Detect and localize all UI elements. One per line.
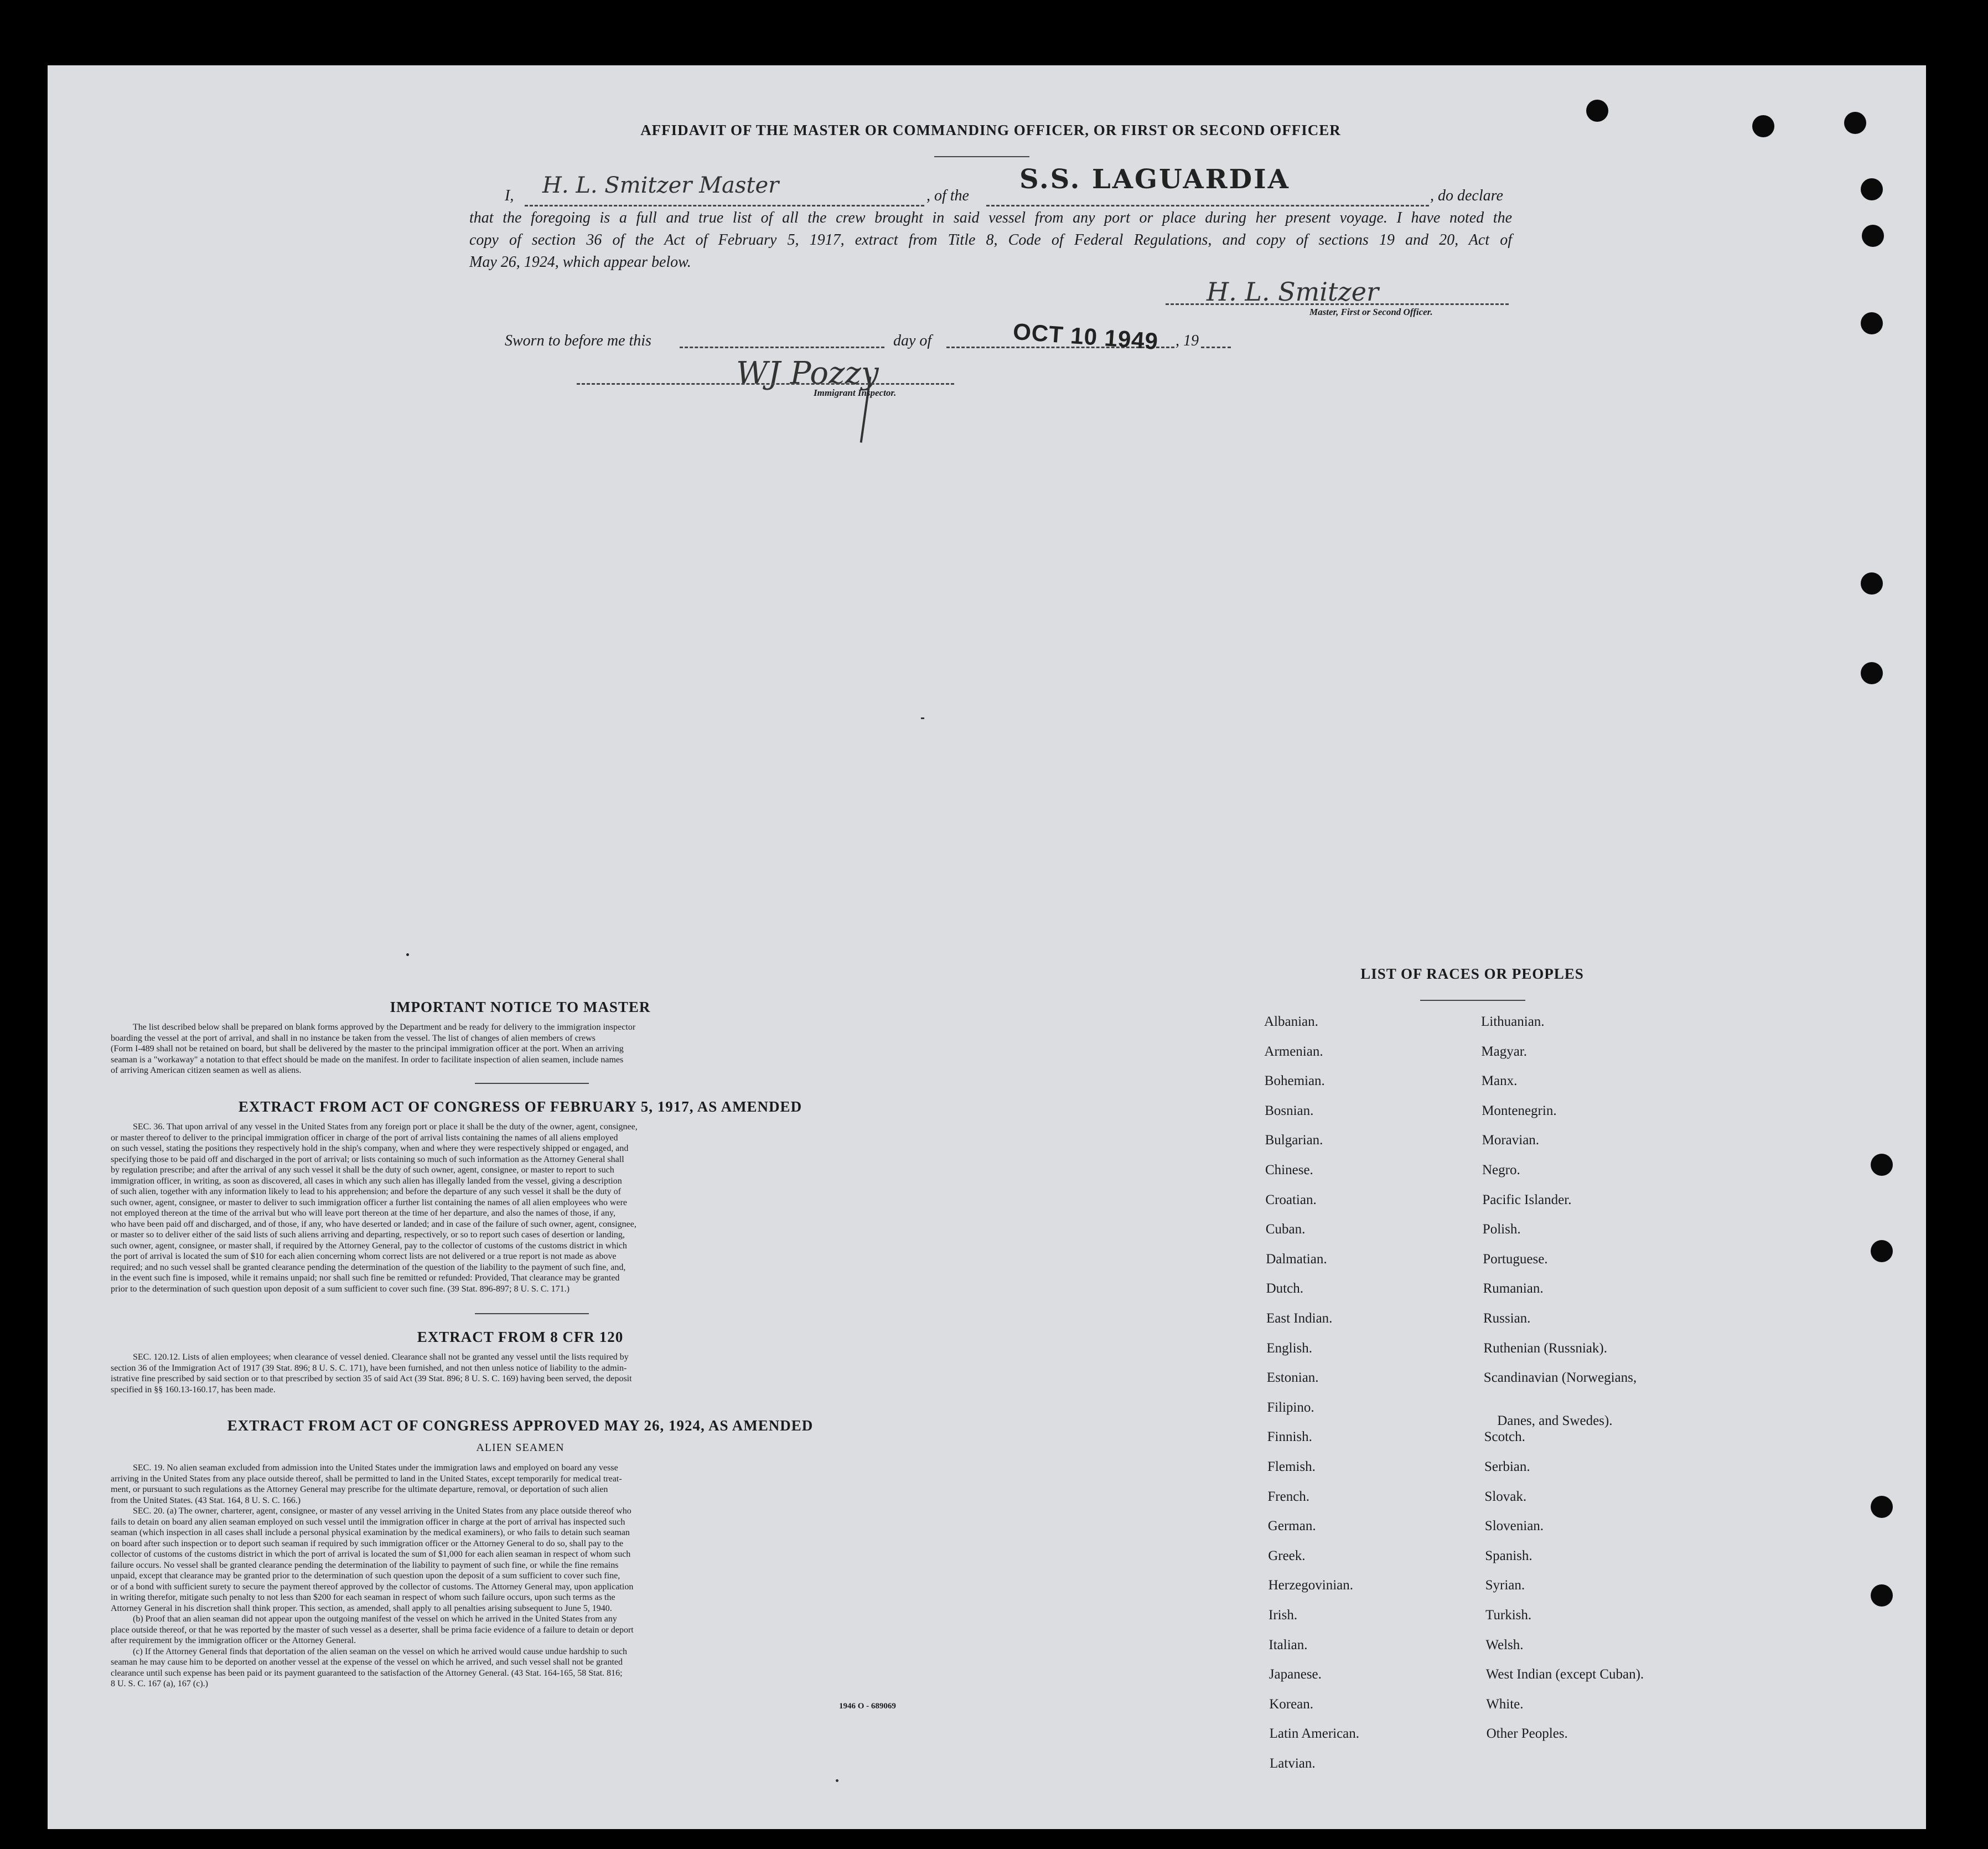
race-item: Greek. [1268,1548,1306,1563]
vessel-name: S.S. LAGUARDIA [1019,164,1290,195]
text-line: such owner, agent, consignee, or master to deliver to such immigration officer a further list containing the names of all alien employees who were [111,1197,627,1207]
master-handwritten-name: H. L. Smitzer Master [542,173,779,198]
punch-hole [1752,115,1774,137]
race-item: Turkish. [1485,1608,1532,1623]
speck [406,953,409,956]
race-item: Pacific Islander. [1482,1192,1572,1207]
notice-title: IMPORTANT NOTICE TO MASTER [390,999,651,1015]
race-item: Scandinavian (Norwegians, [1483,1370,1637,1386]
notice-rule [475,1083,589,1084]
text-line: The list described below shall be prepared on blank forms approved by the Department and be ready for delivery to the immigration inspector [133,1022,636,1032]
text-line: Attorney General in his discretion shall think proper. This section, as amended, shall apply to all penalties arising subsequent to June 5, 1940. [111,1603,612,1613]
inspector-label: Immigrant Inspector. [814,388,897,398]
text-line: failure occurs. No vessel shall be granted clearance pending the determination of the liability to payment of such fine, or while the fine remains [111,1560,619,1570]
master-signature: H. L. Smitzer [1207,277,1379,307]
master-signature-line [1166,303,1509,305]
text-line: from the United States. (43 Stat. 164, 8 U. S. C. 166.) [111,1495,301,1505]
text-line: or master so to deliver either of the said lists of such aliens arriving and departing, respectively, or so to report such cases of desertion or landing, [111,1230,625,1239]
text-line: of arriving American citizen seamen as well as aliens. [111,1066,302,1075]
race-item: Welsh. [1485,1637,1524,1652]
race-item: East Indian. [1266,1311,1333,1326]
punch-hole [1871,1154,1893,1176]
text-line: seaman (which inspection in all cases shall include a personal physical examination by the medical examiners), or who fails to detain such seaman [111,1528,630,1537]
race-item: Dutch. [1266,1281,1303,1297]
race-item: Slovenian. [1484,1519,1544,1534]
race-item: Bulgarian. [1265,1133,1323,1148]
text-line: after requirement by the immigration officer or the Attorney General. [111,1636,356,1645]
extract-1924-subtitle: ALIEN SEAMEN [476,1442,565,1454]
race-item: Italian. [1269,1637,1308,1652]
day-of-label: day of [893,332,932,349]
text-line: istrative fine prescribed by said section or to that prescribed by section 35 of said Act (39 Stat. 896; 8 U. S. C. 169) having been served, the deposit [111,1374,632,1383]
text-line: on board after such inspection or to deport such seaman if required by such immigration officer or the Attorney General to do so, shall pay to the [111,1538,624,1548]
text-line: seaman is a "workaway" a notation to that effect should be made on the manifest. In order to facilitate inspection of alien seamen, include names [111,1055,624,1065]
punch-hole [1844,112,1866,134]
race-item: Rumanian. [1483,1281,1544,1297]
text-line: seaman he may cause him to be deported on another vessel at the expense of the vessel on which he arrived, and such vessel shall not be granted [111,1657,623,1667]
text-line: SEC. 19. No alien seaman excluded from admission into the United States under the immigration laws and employed on board any vesse [133,1463,618,1473]
title-rule [934,156,1029,157]
text-line: such owner, agent, consignee, or master shall, if required by the Attorney General, pay to the collector of customs of the customs district in which [111,1241,627,1251]
race-item: Slovak. [1484,1489,1527,1504]
text-line: on such vessel, stating the positions they respectively hold in the ship's company, when and where they were respectively shipped or engaged, and [111,1144,629,1153]
race-item: Croatian. [1265,1192,1317,1207]
punch-hole [1871,1240,1893,1262]
text-line: ment, or pursuant to such regulations as the Attorney General may prescribe for the ultimate departure, removal, or deportation of such alien [111,1485,608,1494]
race-item: English. [1266,1340,1313,1356]
extract-1917-rule [475,1313,589,1314]
text-line: SEC. 20. (a) The owner, charterer, agent, consignee, or master of any vessel arriving in the United States from any place outside thereof who [133,1506,631,1516]
text-line: who have been paid off and discharged, and of those, if any, who have deserted or landed; and in case of the failure of such owner, agent, consignee, [111,1219,636,1229]
i-label: I, [505,187,514,204]
extract-1924-title: EXTRACT FROM ACT OF CONGRESS APPROVED MAY 26, 1924, AS AMENDED [227,1417,814,1434]
race-item: Armenian. [1264,1044,1323,1059]
text-line: 8 U. S. C. 167 (a), 167 (c).) [111,1679,208,1688]
text-line: place outside thereof, or that he was reported by the master of such vessel as a deserter, shall be prima facie evidence of a failure to detain or deport [111,1625,634,1635]
race-item: Scotch. [1484,1429,1525,1445]
race-item: Other Peoples. [1486,1726,1568,1742]
vessel-name-line [986,205,1429,206]
do-declare-label: , do declare [1430,187,1503,204]
date-stamp: OCT 10 1949 [1012,318,1159,355]
extract-1917-text [111,1122,930,1294]
of-the-label: , of the [926,187,969,204]
text-line: (c) If the Attorney General finds that deportation of the alien seaman on the vessel on which he arrived would cause undue hardship to such [133,1646,628,1656]
race-item: Korean. [1269,1696,1314,1712]
race-item: Manx. [1481,1073,1518,1089]
text-line: specifying those to be paid off and discharged in the port of arrival; or lists containing so much of such information as the Attorney General shall [111,1154,624,1164]
extract-1917-title: EXTRACT FROM ACT OF CONGRESS OF FEBRUARY 5, 1917, AS AMENDED [238,1098,803,1115]
text-line: (Form I-489 shall not be retained on board, but shall be delivered by the master to the principal immigration officer at the port. When an arriving [111,1044,624,1053]
sworn-day-line [680,347,884,348]
race-item: Albanian. [1264,1014,1318,1029]
race-item: Flemish. [1267,1459,1316,1474]
race-item: French. [1267,1489,1310,1504]
race-item: West Indian (except Cuban). [1485,1667,1644,1682]
race-item: Japanese. [1269,1667,1322,1682]
punch-hole [1861,662,1883,684]
punch-hole [1862,225,1884,247]
extract-1924-text [111,1463,930,1690]
speck [836,1779,838,1782]
race-item: Moravian. [1482,1133,1540,1148]
extract-cfr-title: EXTRACT FROM 8 CFR 120 [417,1329,624,1345]
text-line: (b) Proof that an alien seaman did not appear upon the outgoing manifest of the vessel on which he arrived in the United States from any [133,1614,617,1624]
race-item: Bosnian. [1265,1103,1314,1118]
text-line: prior to the determination of such question upon deposit of a sum sufficient to cover such fine. (39 Stat. 896-897; 8 U. S. C. 171.) [111,1284,570,1294]
race-item: Latin American. [1269,1726,1360,1742]
race-item: Ruthenian (Russniak). [1483,1340,1607,1356]
text-line: or master thereof to deliver to the principal immigration officer in charge of the port of arrival lists containing the names of all aliens employed [111,1133,618,1143]
race-item: Spanish. [1485,1548,1533,1563]
race-item: Montenegrin. [1482,1103,1557,1118]
text-line: clearance until such expense has been paid or its payment guaranteed to the satisfaction of the Attorney General. (43 Stat. 164-165, 58 Stat. 816; [111,1668,623,1678]
races-title: LIST OF RACES OR PEOPLES [1360,965,1584,982]
race-item: Lithuanian. [1481,1014,1545,1029]
text-line: fails to detain on board any alien seaman employed on such vessel until the immigration officer in charge at the port of arrival has inspected such [111,1517,625,1527]
race-item: Finnish. [1267,1429,1312,1445]
master-name-line [525,205,924,206]
text-line: specified in §§ 160.13-160.17, has been made. [111,1385,276,1395]
race-item: Cuban. [1265,1222,1306,1237]
race-item: Negro. [1482,1163,1520,1177]
text-line: SEC. 120.12. Lists of alien employees; when clearance of vessel denied. Clearance shall not be granted any vessel until the lists required by [133,1352,629,1362]
race-item: Russian. [1483,1311,1531,1326]
text-line: arriving in the United States from any place outside thereof, shall be permitted to land in the United States, except temporarily for medical treat- [111,1474,622,1484]
race-item: Bohemian. [1264,1073,1325,1089]
notice-text [111,1022,930,1076]
print-code: 1946 O - 689069 [839,1702,896,1711]
affidavit-body-line-2: copy of section 36 of the Act of February 5, 1917, extract from Title 8, Code of Federal Regulations, and copy of sections 19 and 20, Act of [469,231,1512,249]
race-item: Polish. [1482,1222,1521,1237]
race-item: Latvian. [1270,1756,1316,1771]
master-signature-label: Master, First or Second Officer. [1309,307,1433,317]
race-item: German. [1267,1519,1316,1534]
race-item: Serbian. [1484,1459,1530,1474]
text-line: of such alien, together with any information likely to lead to his apprehension; and before the departure of any such vessel it shall be the duty of [111,1187,621,1196]
punch-hole [1871,1496,1893,1518]
text-line: the port of arrival is located the sum of $10 for each alien concerning whom correct lists are not delivered or a true report is not made as above [111,1252,617,1261]
text-line: required; and no such vessel shall be granted clearance pending the determination of the question of the liability to the payment of such fine, and, [111,1262,626,1272]
punch-hole [1861,312,1883,334]
affidavit-body-line-1: that the foregoing is a full and true list of all the crew brought in said vessel from any port or place during her present voyage. I have noted the [469,209,1512,226]
extract-cfr-text [111,1352,930,1395]
punch-hole [1586,100,1608,122]
punch-hole [1861,572,1883,595]
race-item: Filipino. [1267,1399,1314,1415]
races-rule [1420,1000,1525,1001]
punch-hole [1871,1584,1893,1607]
affidavit-title: AFFIDAVIT OF THE MASTER OR COMMANDING OFFICER, OR FIRST OR SECOND OFFICER [640,122,1341,138]
text-line: immigration officer, in writing, as soon as discovered, all cases in which any such alien has illegally landed from the vessel, giving a description [111,1176,622,1186]
race-item: Estonian. [1266,1370,1319,1386]
punch-hole [1861,178,1883,200]
text-line: unpaid, except that clearance may be granted prior to the determination of such question upon the deposit of a sum sufficient to cover such fine, [111,1571,620,1581]
race-item: Herzegovinian. [1268,1578,1353,1593]
text-line: boarding the vessel at the port of arrival, and shall in no instance be taken from the vessel. The list of changes of alien members of crews [111,1033,596,1043]
race-item: White. [1486,1696,1524,1712]
speck [921,717,924,719]
race-item: Magyar. [1481,1044,1528,1059]
text-line: or of a bond with sufficient surety to secure the payment thereof approved by the collector of customs. The Attorney General may, upon application [111,1582,634,1592]
affidavit-body-line-3: May 26, 1924, which appear below. [469,254,691,271]
text-line: in the event such fine is imposed, while it remains unpaid; nor shall such fine be remitted or refunded: Provided, That clearance may be granted [111,1273,620,1283]
race-item: Dalmatian. [1266,1251,1327,1267]
inspector-signature: WJ Pozzy [736,355,879,391]
race-item: Danes, and Swedes). [1497,1413,1613,1428]
text-line: section 36 of the Immigration Act of 1917 (39 Stat. 896; 8 U. S. C. 171), have been furnished, and not then unless notice of liability to the admin- [111,1363,627,1373]
sworn-year-line [1201,347,1231,348]
text-line: in writing therefor, mitigate such penalty to not less than $200 for each seaman in respect of whom such failure occurs, upon such terms as the [111,1593,615,1602]
race-item: Portuguese. [1483,1251,1548,1267]
text-line: SEC. 36. That upon arrival of any vessel in the United States from any foreign port or place it shall be the duty of the owner, agent, consignee, [133,1122,638,1132]
text-line: by regulation prescribe; and after the arrival of any such vessel it shall be the duty of such owner, agent, consignee, or master to report to such [111,1165,614,1175]
race-item: Chinese. [1265,1163,1313,1177]
race-item: Syrian. [1485,1578,1525,1593]
text-line: collector of customs of the customs district in which the port of arrival is located the sum of $1,000 for each alien seaman in respect of whom such [111,1550,631,1559]
text-line: not employed thereon at the time of the arrival but who will leave port thereon at the time of her departure, and also the names of those, if any, [111,1208,615,1218]
race-item: Irish. [1269,1608,1298,1623]
sworn-label: Sworn to before me this [505,332,651,349]
year-prefix: , 19 [1176,332,1199,349]
inspector-signature-line [577,383,954,385]
